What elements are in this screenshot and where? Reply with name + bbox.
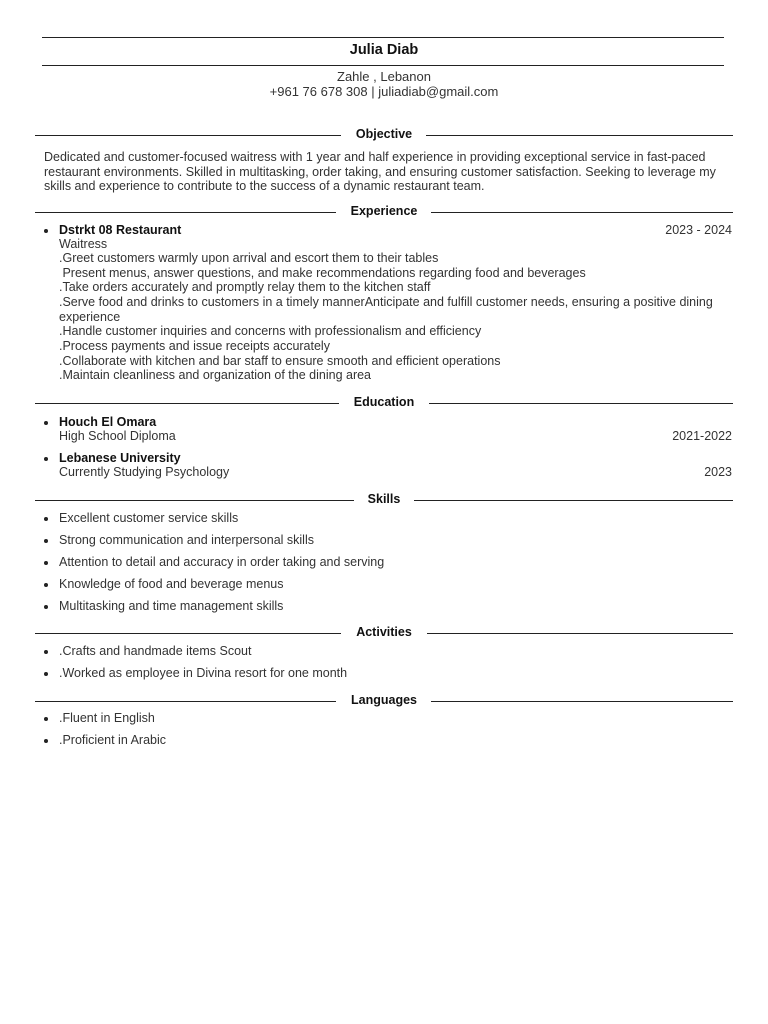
bullet <box>44 421 48 425</box>
contact-info: +961 76 678 308 | juliadiab@gmail.com <box>269 84 499 99</box>
skill-item <box>44 533 732 549</box>
duty-item: .Collaborate with kitchen and bar staff to ensure smooth and efficient operations <box>59 353 501 368</box>
section-title: Objective <box>355 127 413 141</box>
job-role: Waitress <box>59 237 108 251</box>
skill-text: Excellent customer service skills <box>59 511 239 525</box>
duty-item: .Greet customers warmly upon arrival and escort them to their tables <box>59 251 439 265</box>
bullet <box>44 539 48 543</box>
section-title: Skills <box>367 492 401 506</box>
bullet <box>44 517 48 521</box>
skill-item <box>44 555 732 571</box>
duty-item: .Handle customer inquiries and concerns with professionalism and efficiency <box>59 324 482 339</box>
employment-dates: 2023 - 2024 <box>665 223 732 237</box>
section-skills <box>35 492 733 508</box>
duty-item: .Maintain cleanliness and organization of the dining area <box>59 368 372 383</box>
activity-text: .Crafts and handmade items Scout <box>59 644 252 658</box>
school-name: Houch El Omara <box>59 415 157 429</box>
language-item <box>44 733 732 749</box>
section-activities <box>35 625 733 641</box>
bullet <box>44 717 48 721</box>
candidate-name: Julia Diab <box>349 42 419 58</box>
location: Zahle , Lebanon <box>337 69 431 84</box>
section-experience <box>35 204 733 220</box>
duty-item: .Take orders accurately and promptly relay them to the kitchen staff <box>59 280 431 295</box>
bullet <box>44 561 48 565</box>
section-title: Languages <box>351 693 417 707</box>
bullet <box>44 739 48 743</box>
language-item <box>44 711 732 727</box>
bullet <box>44 457 48 461</box>
skill-text: Strong communication and interpersonal skills <box>59 533 314 547</box>
experience-entry <box>44 223 732 251</box>
bullet <box>44 229 48 233</box>
header-bottom-rule <box>42 65 724 66</box>
degree: Currently Studying Psychology <box>59 465 230 479</box>
section-title: Experience <box>350 204 418 218</box>
language-text: .Proficient in Arabic <box>59 733 166 747</box>
section-objective <box>35 127 733 143</box>
objective-text: Dedicated and customer-focused waitress with 1 year and half experience in providing exceptional service in fast-paced restaurant environments. Skilled in multitasking, order taking, and ensuring customer satisfaction. Seeking to leverage my skills and experience to contribute to the success of a dynamic restaurant team. <box>44 150 716 194</box>
duty-item: .Process payments and issue receipts accurately <box>59 338 330 353</box>
activity-text: .Worked as employee in Divina resort for one month <box>59 666 348 680</box>
skill-item <box>44 577 732 593</box>
language-text: .Fluent in English <box>59 711 155 725</box>
activity-item <box>44 644 732 660</box>
employer-name: Dstrkt 08 Restaurant <box>59 223 182 237</box>
duty-item: Present menus, answer questions, and make recommendations regarding food and beverages <box>59 265 586 280</box>
section-title: Education <box>353 395 415 409</box>
skill-text: Knowledge of food and beverage menus <box>59 577 284 591</box>
school-name: Lebanese University <box>59 451 181 465</box>
skill-text: Multitasking and time management skills <box>59 599 284 613</box>
bullet <box>44 583 48 587</box>
section-languages <box>35 693 733 709</box>
education-entry <box>44 415 732 445</box>
bullet <box>44 650 48 654</box>
skill-item <box>44 511 732 527</box>
education-dates: 2021-2022 <box>672 429 732 443</box>
education-dates: 2023 <box>704 465 732 479</box>
duty-item: .Serve food and drinks to customers in a timely mannerAnticipate and fulfill customer needs, ensuring a positive dining experience <box>59 294 713 324</box>
education-entry <box>44 451 732 481</box>
skill-text: Attention to detail and accuracy in order taking and serving <box>59 555 385 569</box>
bullet <box>44 605 48 609</box>
header-top-rule <box>42 37 724 38</box>
activity-item <box>44 666 732 682</box>
section-education <box>35 395 733 411</box>
degree: High School Diploma <box>59 429 176 443</box>
skill-item <box>44 599 732 615</box>
duties-list <box>59 251 735 383</box>
section-title: Activities <box>356 625 412 639</box>
bullet <box>44 672 48 676</box>
